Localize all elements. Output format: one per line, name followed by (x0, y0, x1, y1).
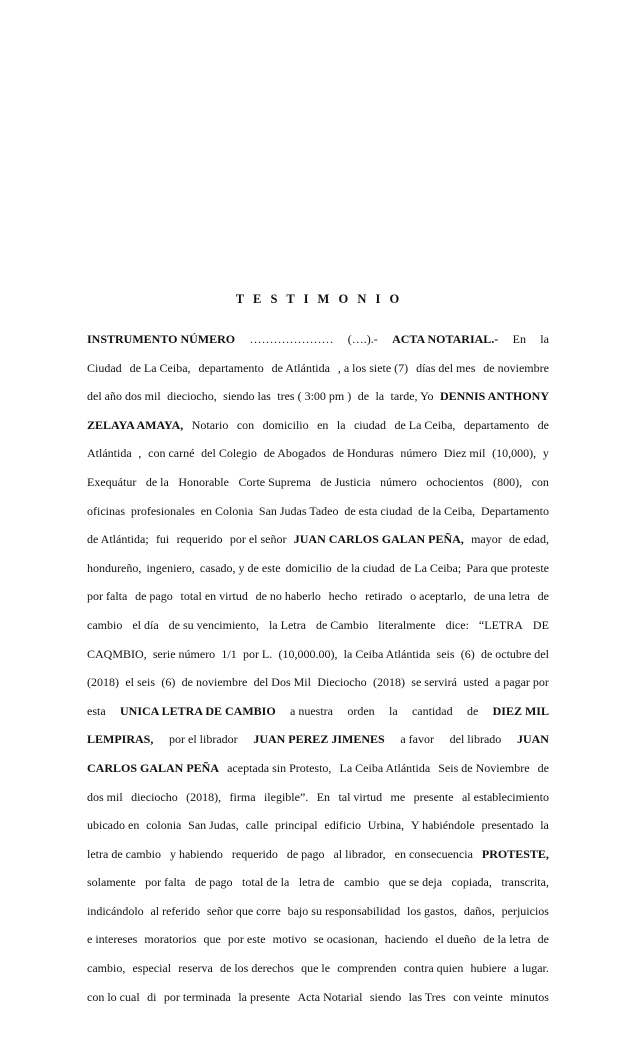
text-segment: del año dos mil (87, 389, 161, 404)
text-segment: la Ceiba Atlántida (343, 646, 431, 661)
text-segment: hondureño, (87, 560, 142, 575)
text-line (87, 525, 549, 554)
text-segment: cambio (87, 617, 123, 632)
text-segment: con (236, 417, 255, 432)
text-segment: principal (274, 818, 318, 833)
text-segment: edificio (324, 818, 362, 833)
text-segment: y (542, 446, 549, 461)
text-segment: bajo su responsabilidad (287, 903, 401, 918)
text-segment: (800), (493, 474, 523, 489)
text-line (87, 754, 549, 783)
text-segment: de noviembre (181, 675, 248, 690)
text-segment: “LETRA (478, 617, 523, 632)
text-segment: firma (229, 789, 256, 804)
text-segment: Departamento (481, 503, 549, 518)
text-segment: oficinas (87, 503, 125, 518)
text-segment: ochocientos (426, 474, 484, 489)
text-segment: con lo cual (87, 989, 140, 1004)
text-segment: por falta (87, 589, 128, 604)
text-segment: la (540, 332, 549, 346)
drawer-name: JUAN PEREZ JIMENES (253, 732, 385, 747)
text-segment: de la letra (483, 932, 531, 947)
text-line (87, 668, 549, 697)
text-segment: en consecuencia (394, 846, 473, 861)
text-segment: de pago (286, 846, 325, 861)
text-segment: a lugar. (513, 961, 549, 976)
text-segment: de (466, 703, 479, 718)
text-segment: de Abogados (263, 446, 326, 461)
text-segment: de (537, 417, 549, 432)
text-line (87, 354, 549, 383)
text-segment: de esta ciudad (344, 503, 413, 518)
text-segment: (10,000.00), (278, 646, 338, 661)
text-segment: tarde, Yo (390, 389, 434, 404)
text-segment: se servirá (411, 675, 457, 690)
text-segment: letra de cambio (87, 846, 161, 861)
text-segment: de noviembre (483, 360, 549, 375)
text-segment: total de la (242, 875, 290, 890)
instrument-number-label: INSTRUMENTO NÚMERO (87, 332, 236, 346)
text-segment: especial (132, 961, 172, 976)
text-segment: cambio, (87, 961, 126, 976)
text-segment: el seis (125, 675, 155, 690)
document-body (87, 325, 549, 1011)
text-segment: de no haberlo (255, 589, 321, 604)
text-segment: ingeniero, (146, 560, 195, 575)
text-segment: que se deja (388, 875, 443, 890)
text-segment: cantidad (411, 703, 453, 718)
text-segment: de la Ceiba, (418, 503, 476, 518)
drawee-name-rest: CARLOS GALAN PEÑA (87, 760, 220, 775)
text-segment: letra de (298, 875, 335, 890)
text-segment: las Tres (408, 989, 446, 1004)
text-line (87, 840, 549, 869)
text-segment: seis (436, 646, 455, 661)
text-segment: señor que corre (206, 903, 281, 918)
text-segment: requerido (176, 532, 223, 547)
text-segment: aceptada sin Protesto, (227, 760, 332, 775)
text-segment: orden (347, 703, 375, 718)
text-segment: presente (413, 789, 454, 804)
text-segment: número (400, 446, 438, 461)
text-segment: presentado (481, 818, 534, 833)
text-segment: o aceptarlo, (410, 589, 467, 604)
text-segment: de los derechos (220, 961, 294, 976)
bill-type: UNICA LETRA DE CAMBIO (119, 703, 276, 718)
text-segment: me (390, 789, 406, 804)
text-segment: ciudad (353, 417, 386, 432)
text-segment: del librado (449, 732, 502, 747)
text-segment: la presente (238, 989, 290, 1004)
text-line (87, 439, 549, 468)
text-segment: Dieciocho (317, 675, 367, 690)
text-segment: Seis de Noviembre (438, 760, 530, 775)
text-segment: motivo (272, 932, 307, 947)
text-segment: reserva (178, 961, 213, 976)
text-segment: número (380, 474, 417, 489)
text-segment: mayor (471, 532, 502, 547)
text-segment: profesionales (130, 503, 195, 518)
text-line (87, 611, 549, 640)
text-segment: casado, y de este (199, 560, 281, 575)
text-segment: Atlántida (87, 446, 132, 461)
text-segment: con veinte (453, 989, 503, 1004)
text-line (87, 325, 549, 354)
text-segment: de la (145, 474, 169, 489)
text-segment: hecho (328, 589, 358, 604)
text-segment: dieciocho, (167, 389, 217, 404)
document-title: T E S T I M O N I O (235, 292, 403, 306)
text-segment: (2018), (186, 789, 222, 804)
text-segment: comprenden (337, 961, 397, 976)
text-segment: por L. (242, 646, 273, 661)
text-segment: fui (155, 532, 170, 547)
text-segment: Diez mil (443, 446, 486, 461)
text-line (87, 468, 549, 497)
text-segment: de La Ceiba, (394, 417, 456, 432)
text-segment: En (316, 789, 331, 804)
text-segment: la (375, 389, 385, 404)
text-segment: literalmente (378, 617, 436, 632)
text-segment: de pago (194, 875, 233, 890)
text-segment: esta (87, 703, 106, 718)
text-segment: con (531, 474, 549, 489)
text-segment: perjuicios (501, 903, 549, 918)
text-segment: (6) (161, 675, 176, 690)
text-segment: dos mil (87, 789, 123, 804)
text-segment: domicilio (285, 560, 332, 575)
text-segment: serie número (152, 646, 216, 661)
text-segment: Notario (191, 417, 229, 432)
text-line (87, 554, 549, 583)
text-line (87, 954, 549, 983)
text-segment: Honorable (178, 474, 229, 489)
text-segment: de (537, 760, 549, 775)
text-line (87, 783, 549, 812)
text-segment: de Justicia (320, 474, 371, 489)
text-segment: días del mes (416, 360, 476, 375)
text-segment: departamento (198, 360, 264, 375)
text-segment: (2018) (372, 675, 405, 690)
drawee-name-first: JUAN (516, 732, 549, 747)
text-segment: de octubre del (480, 646, 549, 661)
text-segment: a pagar por (494, 675, 549, 690)
text-segment: de la ciudad (336, 560, 395, 575)
text-segment: Urbina, (367, 818, 405, 833)
text-segment: que (203, 932, 221, 947)
text-segment: del Colegio (201, 446, 257, 461)
text-line (87, 811, 549, 840)
text-segment: solamente (87, 875, 136, 890)
text-segment: ubicado en (87, 818, 140, 833)
text-segment: domicilio (262, 417, 309, 432)
text-line (87, 868, 549, 897)
text-line (87, 382, 549, 411)
text-line (87, 582, 549, 611)
text-segment: San Judas, (188, 818, 239, 833)
text-segment: di (147, 989, 157, 1004)
text-segment: Ciudad (87, 360, 122, 375)
text-segment: de Atlántida; (87, 532, 149, 547)
text-segment: con carné (148, 446, 195, 461)
text-segment: por este (227, 932, 266, 947)
text-segment: haciendo (384, 932, 429, 947)
text-segment: usted (463, 675, 489, 690)
text-segment: de (537, 589, 549, 604)
text-segment: total en virtud (180, 589, 248, 604)
text-segment: indicándolo (87, 903, 144, 918)
text-segment: el dueño (435, 932, 477, 947)
text-segment: dieciocho (131, 789, 178, 804)
text-segment: DE (532, 617, 549, 632)
protest-word: PROTESTE, (481, 846, 549, 861)
text-segment: por falta (145, 875, 186, 890)
text-segment: San Judas Tadeo (258, 503, 339, 518)
text-segment: Acta Notarial (297, 989, 363, 1004)
text-segment: de (357, 389, 370, 404)
text-segment: la Letra (268, 617, 306, 632)
text-segment: retirado (365, 589, 403, 604)
text-segment: Para que proteste (466, 560, 549, 575)
text-segment: siendo (369, 989, 402, 1004)
text-segment: (6) (460, 646, 475, 661)
text-segment: siendo las (223, 389, 271, 404)
text-segment: La Ceiba Atlántida (339, 760, 431, 775)
text-segment: al referido (150, 903, 201, 918)
text-segment: a nuestra (290, 703, 333, 718)
text-segment: de La Ceiba; (399, 560, 462, 575)
text-line (87, 925, 549, 954)
text-segment: de (537, 932, 549, 947)
text-segment: al establecimiento (461, 789, 549, 804)
text-segment: de La Ceiba, (129, 360, 191, 375)
text-line (87, 640, 549, 669)
text-segment: Y habiéndole (410, 818, 475, 833)
text-segment: dice: (445, 617, 469, 632)
text-segment: departamento (463, 417, 530, 432)
text-segment: colonia (146, 818, 182, 833)
text-segment: hubiere (470, 961, 507, 976)
text-segment: calle (245, 818, 269, 833)
text-segment: moratorios (144, 932, 197, 947)
text-segment: ………………… (249, 332, 334, 346)
text-segment: transcrita, (501, 875, 549, 890)
text-segment: por el señor (229, 532, 287, 547)
text-segment: , a los siete (7) (337, 360, 409, 375)
text-segment: En (512, 332, 526, 346)
text-segment: la (540, 818, 549, 833)
text-segment: y habiendo (169, 846, 223, 861)
text-segment: en (317, 417, 329, 432)
text-segment: la (388, 703, 398, 718)
notary-surname: ZELAYA AMAYA, (87, 417, 184, 432)
text-segment: cambio (343, 875, 380, 890)
text-segment: Corte Suprema (238, 474, 311, 489)
text-segment: tal virtud (338, 789, 383, 804)
acta-notarial-label: ACTA NOTARIAL.- (392, 332, 499, 346)
text-line (87, 897, 549, 926)
text-segment: 1/1 (221, 646, 237, 661)
text-segment: , (138, 446, 142, 461)
text-segment: se ocasionan, (313, 932, 378, 947)
text-segment: (2018) (87, 675, 119, 690)
text-segment: minutos (510, 989, 549, 1004)
text-segment: daños, (463, 903, 495, 918)
text-segment: (10,000), (492, 446, 537, 461)
text-segment: por el librador (169, 732, 238, 747)
requester-name: JUAN CARLOS GALAN PEÑA, (293, 532, 464, 547)
text-segment: ilegible”. (263, 789, 309, 804)
text-segment: de pago (135, 589, 173, 604)
text-segment: e intereses (87, 932, 138, 947)
text-segment: los gastos, (407, 903, 458, 918)
text-line (87, 725, 549, 754)
text-line (87, 983, 549, 1012)
text-segment: en Colonia (200, 503, 254, 518)
text-segment: requerido (231, 846, 278, 861)
text-segment: de Honduras (332, 446, 394, 461)
text-segment: tres ( 3:00 pm ) (277, 389, 352, 404)
text-segment: la (336, 417, 346, 432)
text-line (87, 411, 549, 440)
text-line (87, 497, 549, 526)
text-segment: copiada, (451, 875, 492, 890)
text-segment: Exequátur (87, 474, 137, 489)
text-segment: (….).- (347, 332, 378, 346)
bill-amount: DIEZ MIL (492, 703, 549, 718)
text-segment: contra quien (403, 961, 464, 976)
text-segment: que le (301, 961, 331, 976)
text-segment: a favor (400, 732, 434, 747)
text-segment: de Cambio (315, 617, 369, 632)
text-segment: del Dos Mil (253, 675, 311, 690)
text-line (87, 697, 549, 726)
bill-currency: LEMPIRAS, (87, 732, 154, 747)
text-segment: de su vencimiento, (168, 617, 259, 632)
notary-name: DENNIS ANTHONY (439, 389, 549, 404)
text-segment: de una letra (473, 589, 530, 604)
text-segment: al librador, (333, 846, 386, 861)
text-segment: CAQMBIO, (87, 646, 147, 661)
text-segment: de edad, (509, 532, 549, 547)
text-segment: de Atlántida (271, 360, 330, 375)
text-segment: por terminada (163, 989, 231, 1004)
text-segment: el día (132, 617, 159, 632)
